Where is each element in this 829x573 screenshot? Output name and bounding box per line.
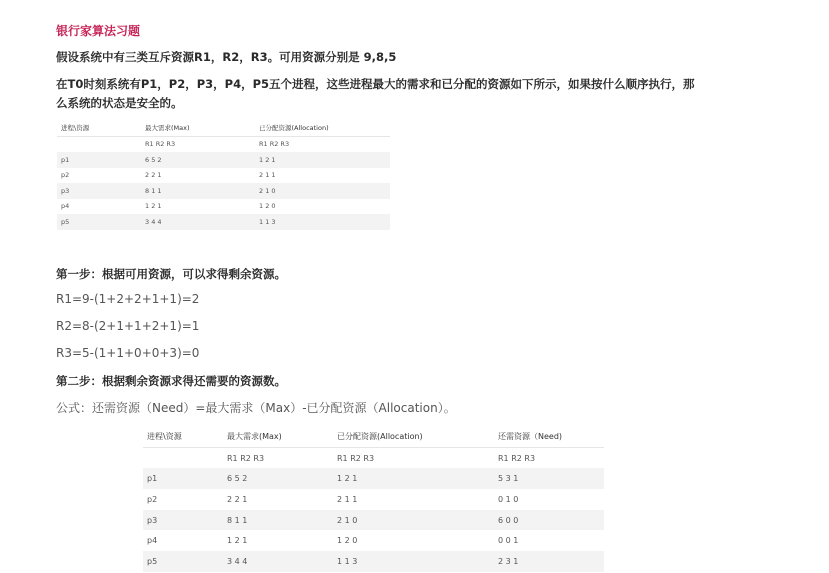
table-row	[143, 530, 604, 551]
table-header-cell: 进程\资源	[57, 120, 141, 136]
table-cell: 8 1 1	[141, 183, 255, 199]
table-cell	[57, 136, 141, 152]
table-cell: 1 1 3	[333, 551, 494, 572]
table-row	[57, 152, 390, 168]
table-row	[143, 510, 604, 531]
table-cell: 5 3 1	[494, 468, 604, 489]
table-subheader-row	[57, 136, 390, 152]
table-cell: 1 2 1	[333, 468, 494, 489]
table-cell	[143, 447, 223, 468]
table-cell: 2 1 0	[333, 510, 494, 531]
intro-process-description: 在T0时刻系统有P1，P2，P3，P4，P5五个进程，这些进程最大的需求和已分配的资源如下所示，如果按什么顺序执行，那么系统的状态是安全的。	[56, 77, 695, 110]
table-cell: p5	[143, 551, 223, 572]
step-one-heading: 第一步：根据可用资源，可以求得剩余资源。	[56, 267, 286, 281]
table-subheader-row	[143, 447, 604, 468]
table-cell: p2	[61, 171, 70, 180]
step-two-heading: 第二步：根据剩余资源求得还需要的资源数。	[56, 374, 286, 388]
table-cell: 1 2 1	[227, 536, 248, 546]
table-cell: 2 1 0	[255, 183, 390, 199]
doc-title: 银行家算法习题	[56, 24, 141, 38]
table-row	[143, 489, 604, 510]
table-cell: R1 R2 R3	[337, 453, 375, 463]
table-row	[57, 183, 390, 199]
table-cell: p4	[147, 536, 158, 546]
table-header-cell: 最大需求(Max)	[141, 120, 255, 136]
table-cell: 6 5 2	[223, 468, 333, 489]
table-cell: 1 2 1	[255, 152, 390, 168]
table-cell: p3	[57, 183, 141, 199]
table-cell: 8 1 1	[223, 510, 333, 531]
table-cell: R1 R2 R3	[227, 453, 265, 463]
table-cell: 1 2 0	[337, 536, 358, 546]
table-header-row	[143, 426, 604, 447]
table-cell: 3 4 4	[223, 551, 333, 572]
table-header-cell: 还需资源（Need)	[494, 426, 604, 447]
table-cell: R1 R2 R3	[259, 140, 290, 149]
table-cell: 1 2 0	[259, 202, 276, 211]
table-cell: 6 0 0	[494, 510, 604, 531]
table-row	[57, 214, 390, 230]
table-cell: R1 R2 R3	[498, 453, 536, 463]
need-formula: 公式：还需资源（Need）=最大需求（Max）-已分配资源（Allocation）。	[56, 401, 456, 415]
table-row	[143, 551, 604, 572]
table-cell: 3 4 4	[141, 214, 255, 230]
table-header-cell: 已分配资源(Allocation)	[333, 426, 494, 447]
table-cell: p5	[57, 214, 141, 230]
table-header-row	[57, 120, 390, 136]
table-cell: 2 2 1	[145, 171, 162, 180]
table-row	[143, 468, 604, 489]
table-cell: 2 2 1	[227, 494, 248, 504]
need-table	[143, 426, 604, 572]
table-cell: 0 1 0	[498, 494, 519, 504]
table-cell: 0 0 1	[498, 536, 519, 546]
table-cell: 2 1 1	[337, 494, 358, 504]
table-cell: p2	[147, 494, 158, 504]
table-row	[57, 199, 390, 215]
table-header-cell: 进程\资源	[143, 426, 223, 447]
equation-r2: R2=8-(2+1+1+2+1)=1	[56, 319, 200, 333]
max-allocation-table	[57, 120, 390, 230]
table-cell: 2 3 1	[494, 551, 604, 572]
table-header-cell: 最大需求(Max)	[223, 426, 333, 447]
equation-r3: R3=5-(1+1+0+0+3)=0	[56, 346, 200, 360]
intro-available-resources: 假设系统中有三类互斥资源R1，R2，R3。可用资源分别是 9,8,5	[56, 50, 397, 64]
table-cell: p1	[143, 468, 223, 489]
equation-r1: R1=9-(1+2+2+1+1)=2	[56, 292, 200, 306]
table-cell: 1 1 3	[255, 214, 390, 230]
table-cell: 1 2 1	[145, 202, 162, 211]
table-cell: R1 R2 R3	[145, 140, 176, 149]
table-cell: p3	[143, 510, 223, 531]
table-cell: p4	[61, 202, 70, 211]
table-row	[57, 168, 390, 184]
table-cell: 2 1 1	[259, 171, 276, 180]
table-header-cell: 已分配资源(Allocation)	[255, 120, 390, 136]
table-cell: p1	[57, 152, 141, 168]
table-cell: 6 5 2	[141, 152, 255, 168]
